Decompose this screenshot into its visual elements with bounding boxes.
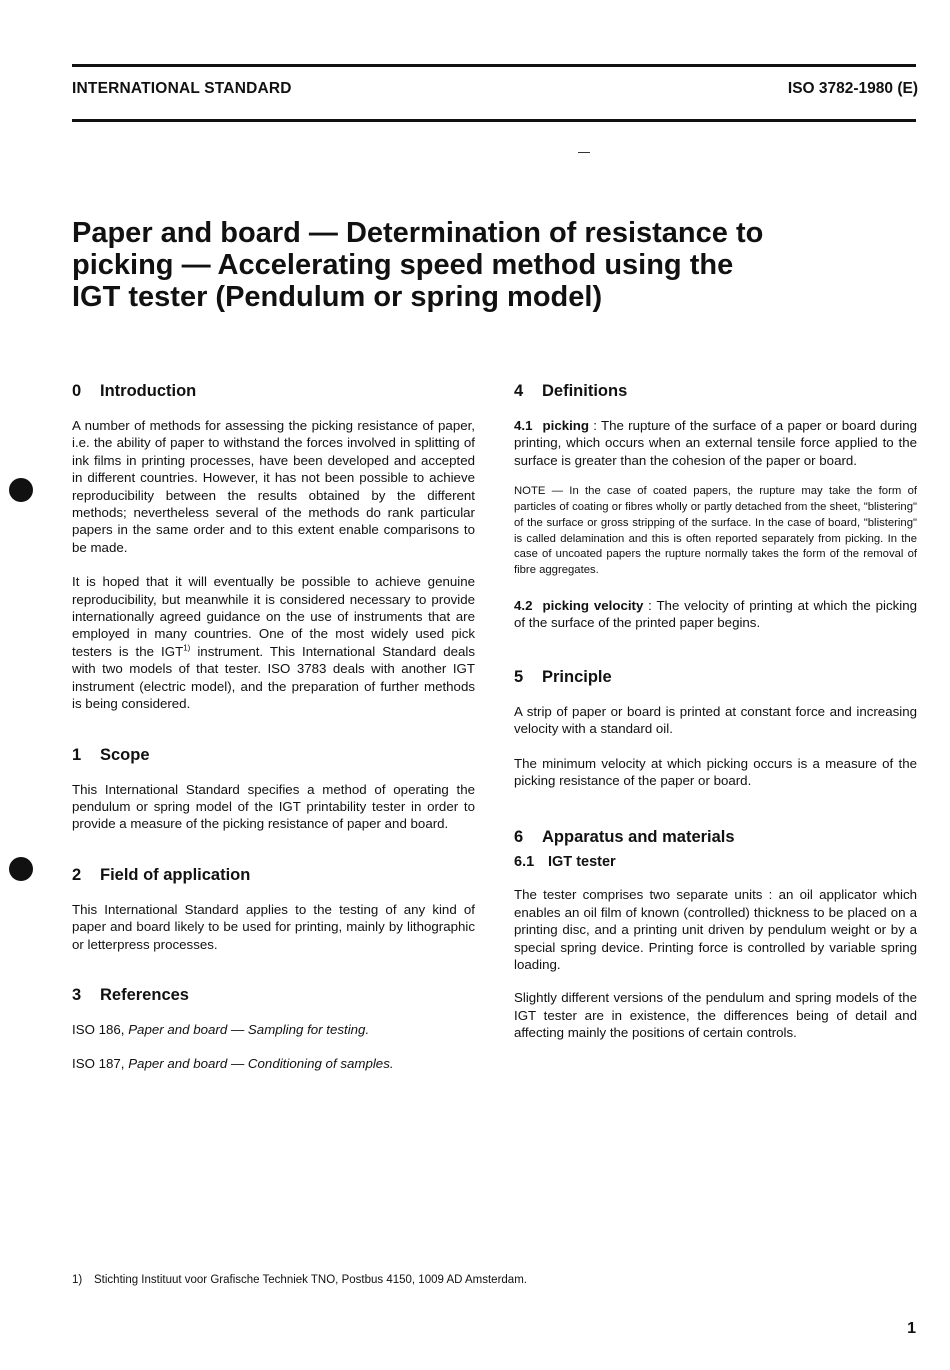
header-bottom-rule [72,119,916,122]
left-column [72,380,475,1073]
principle-paragraph-1: A strip of paper or board is printed at constant force and increasing velocity with a standard oil. [514,703,917,737]
standard-number: ISO 3782-1980 (E) [787,80,918,97]
principle-paragraph-2: The minimum velocity at which picking occurs is a measure of the picking resistance of the paper or board. [514,755,917,789]
footnote-text: Stichting Instituut voor Grafische Techniek TNO, Postbus 4150, 1009 AD Amsterdam. [94,1274,527,1286]
section-heading-scope: 1 Scope [72,745,150,764]
footnote-ref: 1) [183,643,191,653]
punch-hole-mark [9,857,33,881]
introduction-paragraph-1: A number of methods for assessing the picking resistance of paper, i.e. the ability of paper to withstand the forces involved in splitting of ink films in printing processes, have been developed and accepted in different countries. However, it has not been possible to achieve reproducibility between the results obtained by the different methods; nevertheless several of the methods do rank particular papers in the same order and to this extent enable comparisons to be made. [72,418,475,555]
page-number: 1 [907,1320,916,1337]
scope-paragraph: This International Standard specifies a method of operating the pendulum or spring model of the IGT printability tester in order to provide a measure of the picking resistance of paper and board. [72,781,475,832]
title-line-3: IGT tester (Pendulum or spring model) [72,281,603,313]
title-line-1: Paper and board — Determination of resistance to [72,217,764,249]
footnote-number: 1) [72,1274,83,1286]
title-line-2: picking — Accelerating speed method using the [72,249,734,281]
dash-mark [578,152,590,153]
footnote [72,1274,527,1286]
definition-picking: 4.1 picking : The rupture of the surface of a paper or board during printing, which occurs when an external tensile force applied to the surface is greater than the cohesion of the paper or board. [514,418,917,468]
definition-picking-velocity: 4.2 picking velocity : The velocity of printing at which the picking of the surface of the printed paper begins. [514,598,917,631]
right-column [514,380,917,1042]
introduction-paragraph-2: It is hoped that it will eventually be possible to achieve genuine reproducibility, but meanwhile it is considered necessary to provide internationally agreed guidance on the use of instruments that are employed in many countries. One of the most widely used pick testers is the IGT$^{1)}$ instrument. This International Standard deals with two models of that tester. ISO 3783 deals with another IGT instrument (electric model), and the preparation of further methods is being considered. [72,574,476,712]
section-heading-field-of-application: 2 Field of application [72,865,251,884]
reference-item: ISO 187, Paper and board — Conditioning of samples. [72,1056,394,1072]
apparatus-paragraph-2: Slightly different versions of the pendulum and spring models of the IGT tester are in existence, the differences being of detail and affecting mainly the positions of certain controls. [514,990,917,1041]
section-heading-definitions: 4 Definitions [514,382,628,400]
header-top-rule [72,64,916,67]
punch-hole-mark [9,478,33,502]
reference-item: ISO 186, Paper and board — Sampling for testing. [72,1021,370,1037]
document-type-label: INTERNATIONAL STANDARD [72,80,292,97]
field-paragraph: This International Standard applies to the testing of any kind of paper and board likely to be used for printing, mainly by lithographic or letterpress processes. [72,901,475,952]
section-heading-introduction: 0 Introduction [72,382,197,400]
apparatus-paragraph-1: The tester comprises two separate units : an oil applicator which enables an oil film of known (controlled) thickness to be placed on a printing disc, and a printing unit driven by pendulum weight or by a special spring device. Printing force is controlled by variable spring loading. [514,887,917,973]
section-heading-apparatus: 6 Apparatus and materials [514,828,735,847]
subsection-heading-igt-tester: 6.1 IGT tester [514,854,616,871]
document-title [72,217,872,313]
section-heading-references: 3 References [72,985,189,1004]
definition-note: NOTE — In the case of coated papers, the rupture may take the form of particles of coating or fibres wholly or partly detached from the sheet, "blistering" of the surface or gross stripping of the surface. In the case of board, "blistering" is called delamination and this is often reported separately from picking. In the case of uncoated papers the rupture normally takes the form of the removal of fibre aggregates. [514,485,917,577]
section-heading-principle: 5 Principle [514,667,612,686]
